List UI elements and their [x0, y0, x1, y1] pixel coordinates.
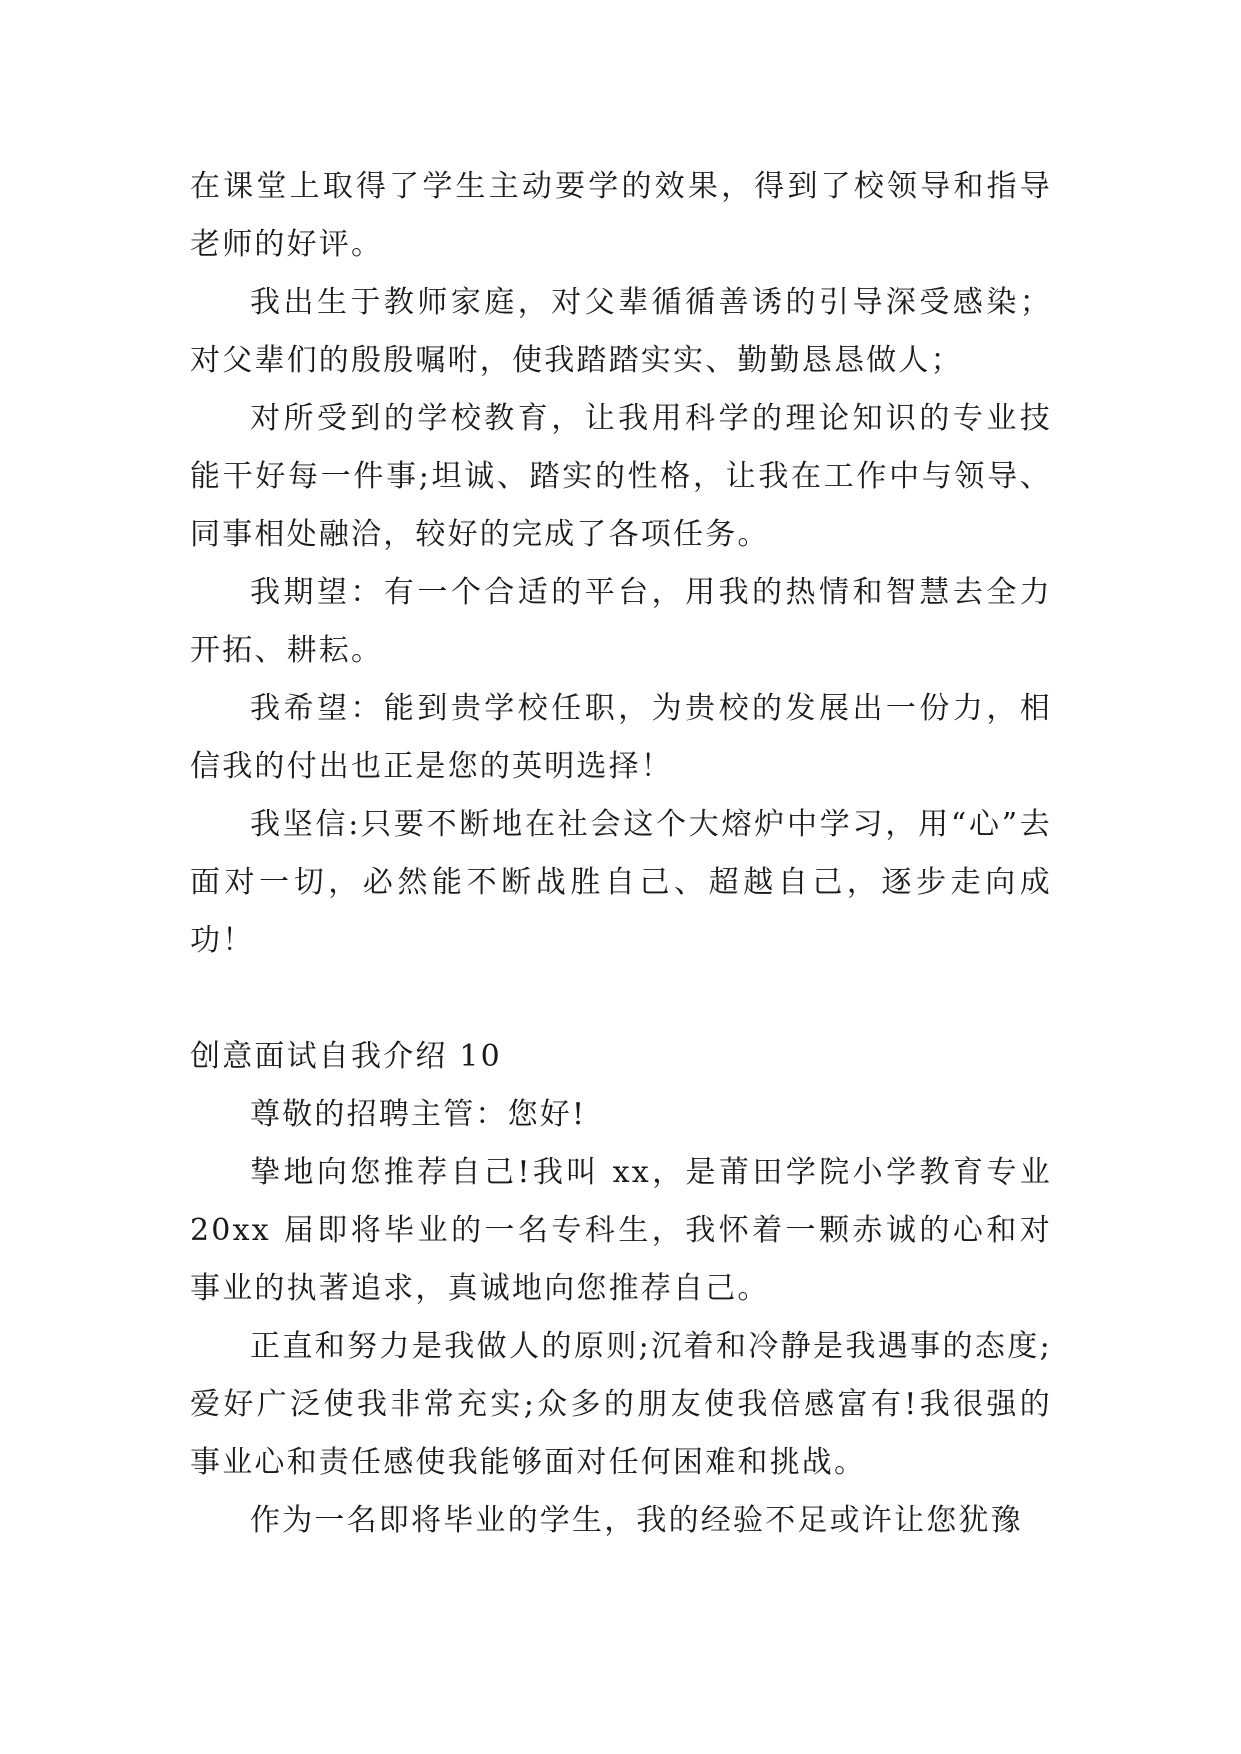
- paragraph-8: 挚地向您推荐自己!我叫 xx，是莆田学院小学教育专业 20xx 届即将毕业的一名专科生，我怀着一颗赤诚的心和对事业的执著追求，真诚地向您推荐自己。: [190, 1155, 1052, 1306]
- paragraph-10: 作为一名即将毕业的学生，我的经验不足或许让您犹豫: [250, 1503, 1023, 1538]
- paragraph-9: 正直和努力是我做人的原则;沉着和冷静是我遇事的态度;爱好广泛使我非常充实;众多的朋友使我倍感富有!我很强的事业心和责任感使我能够面对任何困难和挑战。: [190, 1329, 1052, 1480]
- paragraph-3: 对所受到的学校教育，让我用科学的理论知识的专业技能干好每一件事;坦诚、踏实的性格，让我在工作中与领导、同事相处融洽，较好的完成了各项任务。: [190, 401, 1052, 552]
- paragraph-1: 在课堂上取得了学生主动要学的效果，得到了校领导和指导老师的好评。: [190, 169, 1052, 262]
- document-body: [190, 158, 1052, 1550]
- paragraph-7: 尊敬的招聘主管：您好!: [250, 1097, 587, 1132]
- paragraph-2: 我出生于教师家庭，对父辈循循善诱的引导深受感染；对父辈们的殷殷嘱咐，使我踏踏实实、勤勤恳恳做人；: [190, 285, 1052, 378]
- paragraph-5: 我希望：能到贵学校任职，为贵校的发展出一份力，相信我的付出也正是您的英明选择！: [190, 691, 1052, 784]
- section-title: 创意面试自我介绍 10: [190, 1039, 502, 1074]
- paragraph-4: 我期望：有一个合适的平台，用我的热情和智慧去全力开拓、耕耘。: [190, 575, 1052, 668]
- paragraph-6: 我坚信:只要不断地在社会这个大熔炉中学习，用“心”去面对一切，必然能不断战胜自己、超越自己，逐步走向成功！: [190, 807, 1052, 958]
